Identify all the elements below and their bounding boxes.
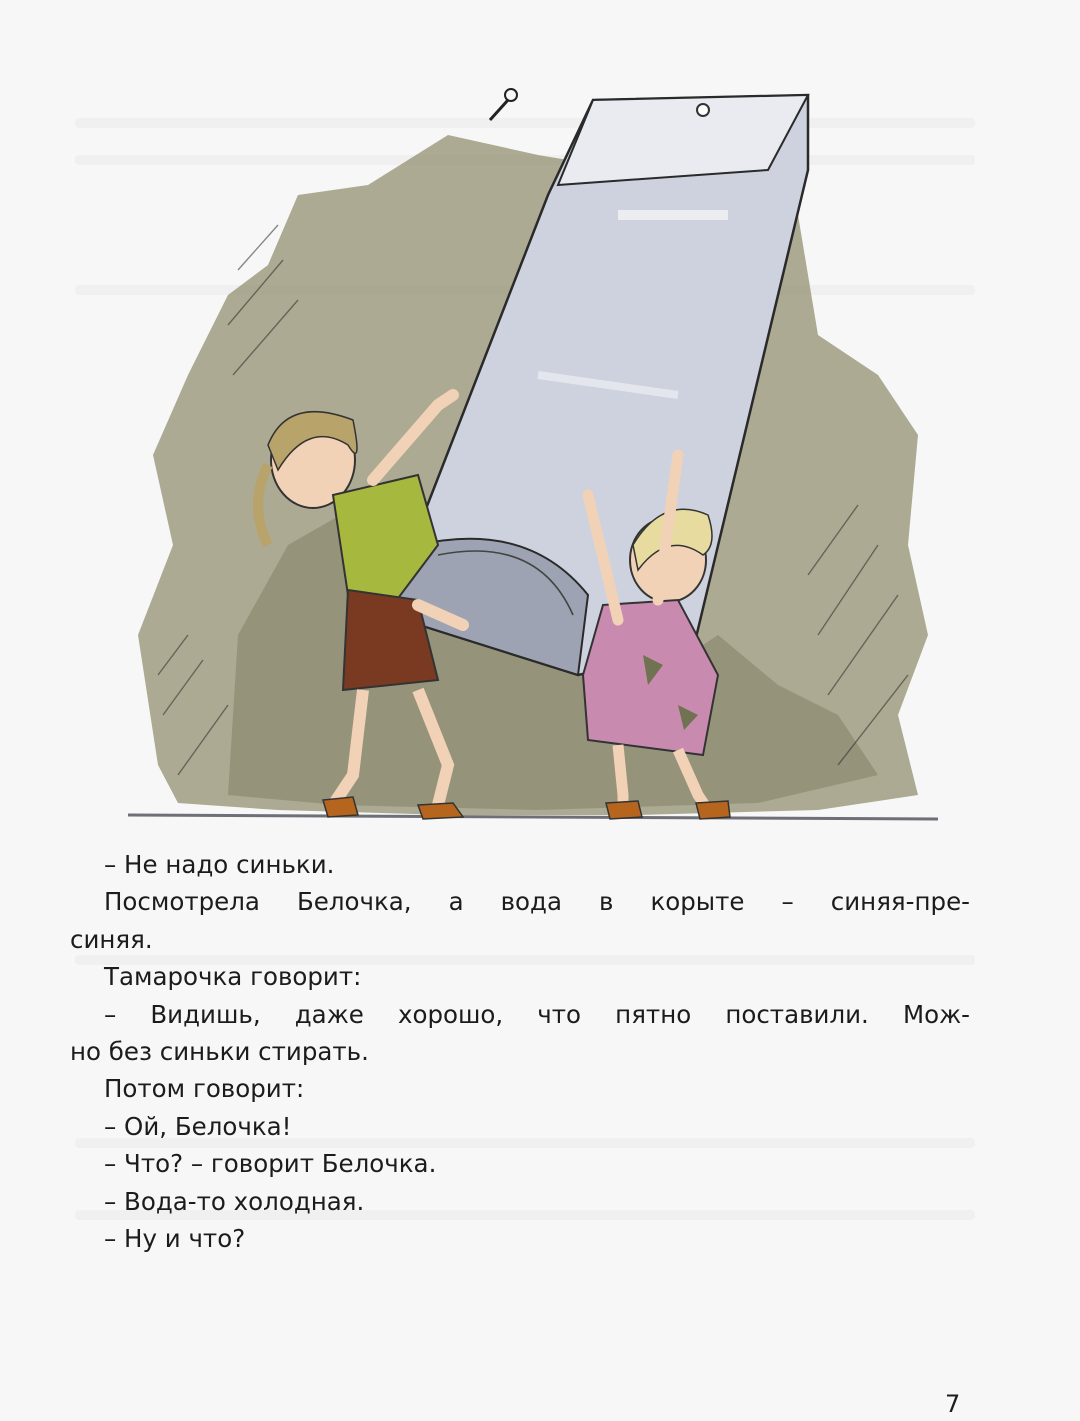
dialogue-line: – Ой, Белочка! bbox=[104, 1111, 292, 1141]
page-number: 7 bbox=[945, 1390, 961, 1418]
illustration bbox=[118, 75, 948, 835]
nail bbox=[490, 89, 517, 120]
story-text bbox=[70, 846, 970, 1257]
dialogue-line: – Ну и что? bbox=[104, 1223, 246, 1253]
dialogue-line: – Не надо синьки. bbox=[104, 850, 335, 879]
dialogue-line: но без синьки стирать. bbox=[70, 1036, 369, 1066]
paragraph-line: Посмотрела Белочка, а вода в корыте – синяя-пре- bbox=[104, 887, 970, 917]
paragraph-line: Тамарочка говорит: bbox=[104, 962, 362, 992]
dialogue-line: – Вода-то холодная. bbox=[104, 1186, 365, 1216]
paragraph-line: Потом говорит: bbox=[104, 1074, 305, 1104]
floor-line bbox=[128, 815, 938, 819]
dialogue-line: – Что? – говорит Белочка. bbox=[104, 1149, 437, 1179]
dialogue-line: – Видишь, даже хорошо, что пятно поставили. Мож- bbox=[104, 999, 970, 1029]
paragraph-line: синяя. bbox=[70, 924, 153, 954]
